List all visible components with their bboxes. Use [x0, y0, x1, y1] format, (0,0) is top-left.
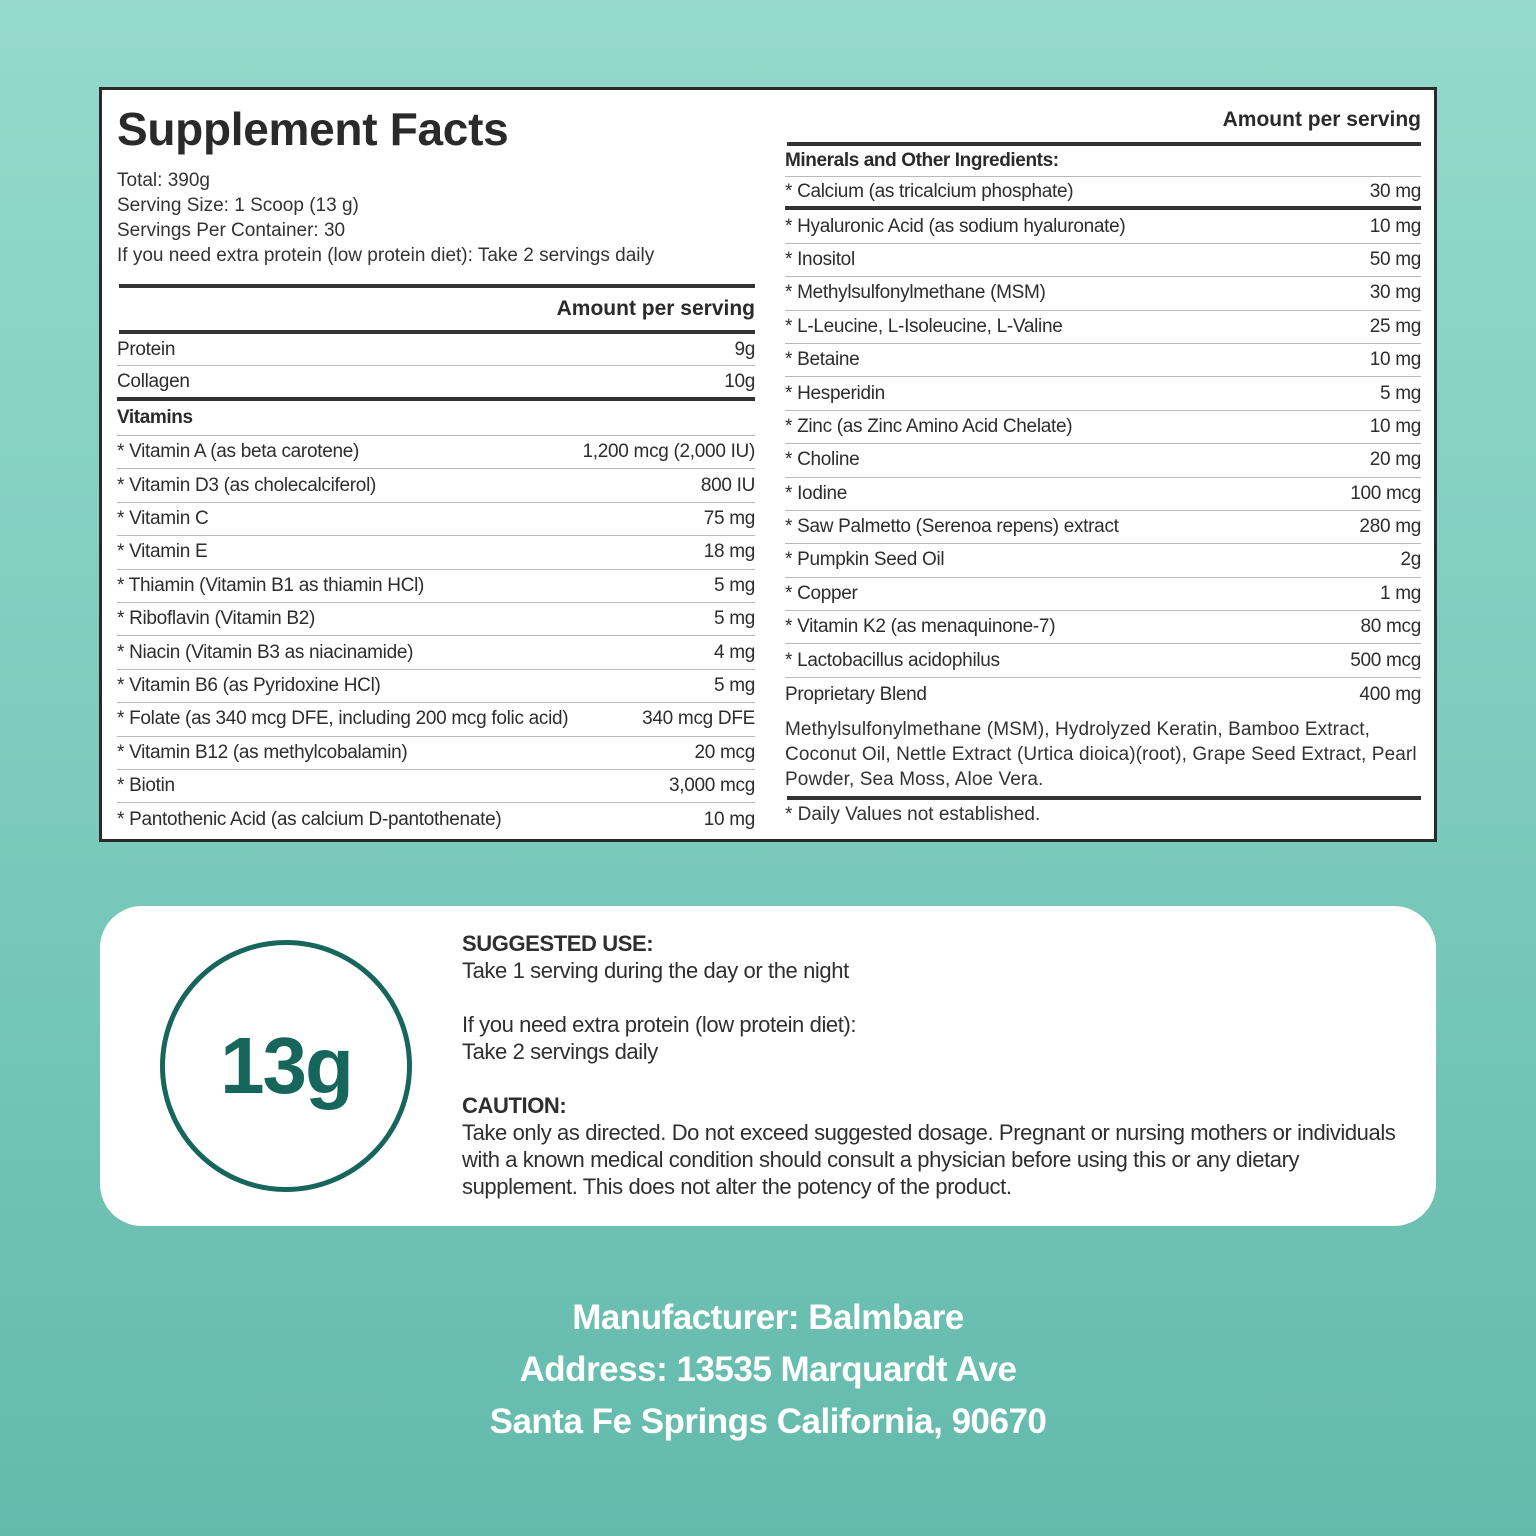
nutrient-name: * Copper — [785, 582, 858, 604]
divider — [787, 796, 1421, 800]
nutrient-amount: 10 mg — [703, 808, 755, 830]
extra-protein-note: If you need extra protein (low protein diet): Take 2 servings daily — [117, 245, 655, 266]
proprietary-blend-ingredients: Methylsulfonylmethane (MSM), Hydrolyzed Keratin, Bamboo Extract, Coconut Oil, Nettle Extract (Urtica dioica)(root), Grape Seed Extract, Pearl Powder, Sea Moss, Aloe Vera. — [785, 719, 1417, 790]
caution-heading: CAUTION: — [462, 1093, 567, 1118]
minerals-list — [785, 177, 1421, 711]
usage-instructions — [462, 930, 1402, 1200]
nutrient-amount: 1,200 mcg (2,000 IU) — [582, 441, 755, 463]
nutrient-amount: 400 mg — [1359, 683, 1421, 705]
table-row — [785, 511, 1421, 544]
nutrient-name: * Methylsulfonylmethane (MSM) — [785, 282, 1046, 304]
table-row — [117, 503, 755, 536]
address-line-1: Address: 13535 Marquardt Ave — [519, 1350, 1017, 1389]
table-row — [785, 611, 1421, 644]
nutrient-amount: 30 mg — [1369, 282, 1421, 304]
nutrient-amount: 500 mcg — [1350, 649, 1421, 671]
nutrient-amount: 10 mg — [1369, 349, 1421, 371]
table-row — [785, 444, 1421, 477]
nutrient-name: * Vitamin A (as beta carotene) — [117, 441, 360, 463]
nutrient-name: * Hyaluronic Acid (as sodium hyaluronate) — [785, 215, 1126, 237]
nutrient-amount: 18 mg — [703, 541, 755, 563]
nutrient-name: * Vitamin K2 (as menaquinone-7) — [785, 616, 1056, 638]
nutrient-name: Proprietary Blend — [785, 683, 927, 705]
nutrient-amount: 2g — [1400, 549, 1421, 571]
nutrient-name: * Folate (as 340 mcg DFE, including 200 mcg folic acid) — [117, 708, 569, 730]
address-line-2: Santa Fe Springs California, 90670 — [489, 1402, 1047, 1441]
extra-protein-text: Take 2 servings daily — [462, 1039, 658, 1064]
facts-title: Supplement Facts — [117, 103, 509, 155]
table-row — [785, 544, 1421, 577]
minerals-heading: Minerals and Other Ingredients: — [785, 150, 1059, 171]
suggested-use-heading: SUGGESTED USE: — [462, 931, 654, 956]
table-row — [785, 244, 1421, 277]
nutrient-name: * Thiamin (Vitamin B1 as thiamin HCl) — [117, 574, 425, 596]
vitamins-section-row — [117, 401, 755, 436]
amount-per-serving-header: Amount per serving — [556, 297, 755, 320]
nutrient-amount: 340 mcg DFE — [642, 708, 755, 730]
suggested-use-card — [100, 906, 1436, 1226]
nutrient-name: * Riboflavin (Vitamin B2) — [117, 608, 316, 630]
vitamins-list — [117, 436, 755, 837]
amount-per-serving-header: Amount per serving — [1222, 108, 1421, 131]
table-row — [117, 366, 755, 401]
serving-size: Serving Size: 1 Scoop (13 g) — [117, 195, 359, 216]
nutrient-name: * L-Leucine, L-Isoleucine, L-Valine — [785, 315, 1063, 337]
nutrient-name: * Iodine — [785, 482, 848, 504]
nutrient-amount: 5 mg — [713, 608, 755, 630]
table-row — [785, 478, 1421, 511]
facts-right-rows — [785, 146, 1421, 711]
nutrient-amount: 4 mg — [713, 641, 755, 663]
daily-value-note: * Daily Values not established. — [785, 804, 1041, 825]
table-row — [117, 703, 755, 736]
nutrient-amount: 800 IU — [700, 474, 755, 496]
table-row — [785, 578, 1421, 611]
nutrient-amount: 5 mg — [1379, 382, 1421, 404]
table-row — [117, 636, 755, 669]
suggested-use-text: Take 1 serving during the day or the night — [462, 958, 849, 983]
nutrient-amount: 100 mcg — [1350, 482, 1421, 504]
nutrient-name: * Zinc (as Zinc Amino Acid Chelate) — [785, 415, 1073, 437]
nutrient-amount: 75 mg — [703, 507, 755, 529]
nutrient-amount: 80 mcg — [1360, 616, 1421, 638]
table-row — [117, 536, 755, 569]
table-row — [117, 436, 755, 469]
nutrient-name: * Calcium (as tricalcium phosphate) — [785, 180, 1074, 202]
nutrient-name: * Inositol — [785, 248, 855, 270]
table-row — [117, 570, 755, 603]
nutrient-name: * Pumpkin Seed Oil — [785, 549, 945, 571]
manufacturer-name: Manufacturer: Balmbare — [572, 1298, 964, 1337]
extra-protein-heading: If you need extra protein (low protein diet): — [462, 1012, 857, 1037]
nutrient-amount: 1 mg — [1379, 582, 1421, 604]
manufacturer-info — [0, 1292, 1536, 1448]
nutrient-name: * Vitamin E — [117, 541, 208, 563]
nutrient-amount: 5 mg — [713, 574, 755, 596]
nutrient-amount: 9g — [734, 338, 755, 360]
nutrient-amount: 20 mcg — [694, 741, 755, 763]
nutrient-name: * Vitamin B12 (as methylcobalamin) — [117, 741, 408, 763]
nutrient-name: * Saw Palmetto (Serenoa repens) extract — [785, 516, 1119, 538]
nutrient-name: * Lactobacillus acidophilus — [785, 649, 1000, 671]
nutrient-amount: 10 mg — [1369, 415, 1421, 437]
serving-info — [117, 168, 654, 268]
table-row — [117, 803, 755, 836]
table-row — [785, 377, 1421, 410]
caution-text: Take only as directed. Do not exceed suggested dosage. Pregnant or nursing mothers or individuals with a known medical condition should consult a physician before using this or any dietary supplement. This does not alter the potency of the product. — [462, 1120, 1396, 1199]
nutrient-name: * Betaine — [785, 349, 860, 371]
servings-per-container: Servings Per Container: 30 — [117, 220, 346, 241]
table-row — [785, 311, 1421, 344]
divider — [119, 284, 755, 288]
nutrient-name: Collagen — [117, 370, 190, 392]
nutrient-amount: 50 mg — [1369, 248, 1421, 270]
nutrient-name: * Vitamin C — [117, 507, 209, 529]
dose-badge — [160, 940, 412, 1192]
nutrient-amount: 3,000 mcg — [668, 775, 755, 797]
nutrient-name: * Biotin — [117, 775, 175, 797]
nutrient-name: * Niacin (Vitamin B3 as niacinamide) — [117, 641, 414, 663]
table-row — [785, 678, 1421, 711]
vitamins-heading: Vitamins — [117, 407, 193, 428]
table-row — [117, 334, 755, 366]
facts-left-rows — [117, 334, 755, 837]
supplement-facts-panel — [99, 87, 1437, 842]
nutrient-amount: 30 mg — [1369, 180, 1421, 202]
nutrient-amount: 5 mg — [713, 674, 755, 696]
table-row — [117, 770, 755, 803]
table-row — [785, 644, 1421, 677]
table-row — [117, 670, 755, 703]
nutrient-amount: 20 mg — [1369, 449, 1421, 471]
table-row — [785, 210, 1421, 243]
nutrient-name: * Vitamin D3 (as cholecalciferol) — [117, 474, 377, 496]
table-row — [785, 344, 1421, 377]
table-row — [117, 737, 755, 770]
table-row — [117, 603, 755, 636]
nutrient-name: * Hesperidin — [785, 382, 885, 404]
nutrient-name: * Choline — [785, 449, 860, 471]
table-row — [785, 411, 1421, 444]
nutrient-name: Protein — [117, 338, 176, 360]
table-row — [785, 277, 1421, 310]
nutrient-amount: 25 mg — [1369, 315, 1421, 337]
table-row — [785, 177, 1421, 210]
nutrient-amount: 10 mg — [1369, 215, 1421, 237]
nutrient-name: * Pantothenic Acid (as calcium D-pantothenate) — [117, 808, 502, 830]
table-row — [117, 469, 755, 502]
dose-amount: 13g — [220, 1021, 352, 1110]
nutrient-amount: 280 mg — [1359, 516, 1421, 538]
minerals-section-row — [785, 146, 1421, 177]
nutrient-amount: 10g — [724, 370, 755, 392]
nutrient-name: * Vitamin B6 (as Pyridoxine HCl) — [117, 674, 381, 696]
total-weight: Total: 390g — [117, 170, 210, 191]
